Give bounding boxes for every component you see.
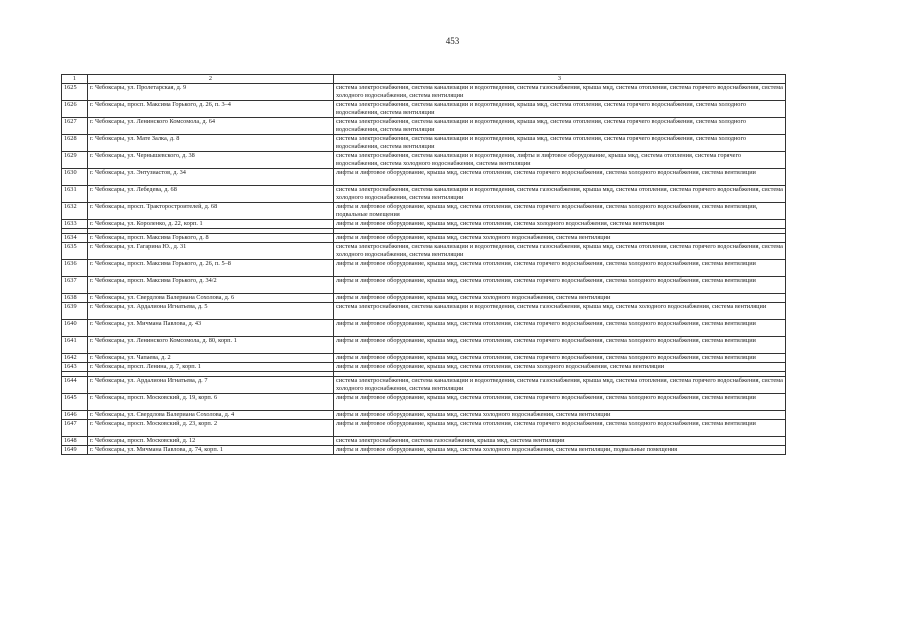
row-systems: система электроснабжения, система канализации и водоотведения, система газоснабжения, крыша мкд, система холодного водоснабжения, система вентиляции: [334, 303, 786, 320]
row-systems: система электроснабжения, система канализации и водоотведения, система газоснабжения, крыша мкд, система отопления, система горячего водоснабжения, система холодного водоснабжения, система вентиляции: [334, 84, 786, 101]
row-systems: лифты и лифтовое оборудование, крыша мкд, система отопления, система горячего водоснабжения, система холодного водоснабжения, система вентиляции: [334, 337, 786, 354]
row-systems: система электроснабжения, система канализации и водоотведения, крыша мкд, система отопления, система горячего водоснабжения, система холодного водоснабжения, система вентиляции: [334, 101, 786, 118]
row-systems: система электроснабжения, система канализации и водоотведения, крыша мкд, система отопления, система горячего водоснабжения, система холодного водоснабжения, система вентиляции: [334, 118, 786, 135]
table-row: [62, 186, 786, 203]
table-row: [62, 152, 786, 169]
table-row: [62, 294, 786, 303]
column-header-3: 3: [334, 75, 786, 84]
row-systems: система электроснабжения, система канализации и водоотведения, система газоснабжения, крыша мкд, система отопления, система горячего водоснабжения, система холодного водоснабжения, система вентиляции: [334, 186, 786, 203]
table-row: [62, 354, 786, 363]
row-systems: лифты и лифтовое оборудование, крыша мкд, система холодного водоснабжения, система вентиляции: [334, 294, 786, 303]
row-address: г. Чебоксары, просп. Максима Горького, д. 26, п. 5–8: [88, 260, 334, 277]
row-address: г. Чебоксары, просп. Максима Горького, д. 34/2: [88, 277, 334, 294]
table-row: [62, 411, 786, 420]
column-header-1: 1: [62, 75, 88, 84]
row-systems: лифты и лифтовое оборудование, крыша мкд, система холодного водоснабжения, система вентиляции: [334, 234, 786, 243]
row-number: 1645: [62, 394, 88, 411]
row-systems: система электроснабжения, система канализации и водоотведения, система газоснабжения, крыша мкд, система отопления, система горячего водоснабжения, система холодного водоснабжения, система вентиляции: [334, 377, 786, 394]
row-systems: лифты и лифтовое оборудование, крыша мкд, система холодного водоснабжения, система вентиляции, подвальные помещения: [334, 446, 786, 455]
column-header-2: 2: [88, 75, 334, 84]
row-number: 1631: [62, 186, 88, 203]
table-row: [62, 135, 786, 152]
row-number: 1639: [62, 303, 88, 320]
table-row: [62, 377, 786, 394]
row-number: 1638: [62, 294, 88, 303]
row-number: 1629: [62, 152, 88, 169]
row-address: г. Чебоксары, ул. Короленко, д. 22, корп. 1: [88, 220, 334, 229]
row-address: г. Чебоксары, ул. Мате Залка, д. 8: [88, 135, 334, 152]
row-systems: лифты и лифтовое оборудование, крыша мкд, система отопления, система горячего водоснабжения, система холодного водоснабжения, система вентиляции: [334, 394, 786, 411]
row-address: г. Чебоксары, просп. Максима Горького, д. 8: [88, 234, 334, 243]
row-address: г. Чебоксары, ул. Свердлова Валериана Сохолова, д. 4: [88, 411, 334, 420]
row-number: 1640: [62, 320, 88, 337]
row-number: 1644: [62, 377, 88, 394]
row-number: 1646: [62, 411, 88, 420]
table-row: [62, 84, 786, 101]
table-row: [62, 446, 786, 455]
row-systems: лифты и лифтовое оборудование, крыша мкд, система холодного водоснабжения, система вентиляции: [334, 411, 786, 420]
row-systems: лифты и лифтовое оборудование, крыша мкд, система отопления, система горячего водоснабжения, система холодного водоснабжения, система вентиляции: [334, 420, 786, 437]
row-number: 1649: [62, 446, 88, 455]
row-systems: система электроснабжения, система канализации и водоотведения, лифты и лифтовое оборудование, крыша мкд, система отопления, система горячего водоснабжения, система холодного водоснабжения, система вентиляции: [334, 152, 786, 169]
table-row: [62, 437, 786, 446]
row-systems: лифты и лифтовое оборудование, крыша мкд, система отопления, система холодного водоснабжения, система вентиляции: [334, 220, 786, 229]
row-systems: система электроснабжения, система канализации и водоотведения, система газоснабжения, крыша мкд, система отопления, система горячего водоснабжения, система холодного водоснабжения, система вентиляции: [334, 243, 786, 260]
row-systems: лифты и лифтовое оборудование, крыша мкд, система отопления, система горячего водоснабжения, система холодного водоснабжения, система вентиляции: [334, 354, 786, 363]
register-table: [61, 74, 786, 455]
table-row: [62, 277, 786, 294]
row-number: 1633: [62, 220, 88, 229]
table-row: [62, 169, 786, 186]
row-systems: лифты и лифтовое оборудование, крыша мкд, система отопления, система горячего водоснабжения, система холодного водоснабжения, система вентиляции: [334, 320, 786, 337]
row-number: 1647: [62, 420, 88, 437]
row-systems: лифты и лифтовое оборудование, крыша мкд, система отопления, система горячего водоснабжения, система холодного водоснабжения, система вентиляции: [334, 169, 786, 186]
row-address: г. Чебоксары, просп. Московский, д. 23, корп. 2: [88, 420, 334, 437]
row-address: г. Чебоксары, просп. Тракторостроителей, д. 68: [88, 203, 334, 220]
row-systems: лифты и лифтовое оборудование, крыша мкд, система отопления, система горячего водоснабжения, система холодного водоснабжения, система вентиляции: [334, 277, 786, 294]
row-address: г. Чебоксары, ул. Мичмана Павлова, д. 43: [88, 320, 334, 337]
row-address: г. Чебоксары, просп. Ленина, д. 7, корп. 1: [88, 363, 334, 372]
table-row: [62, 303, 786, 320]
table-row: [62, 420, 786, 437]
table-row: [62, 234, 786, 243]
row-address: г. Чебоксары, ул. Пролетарская, д. 9: [88, 84, 334, 101]
table-row: [62, 101, 786, 118]
row-address: г. Чебоксары, ул. Энтузиастов, д. 34: [88, 169, 334, 186]
row-number: 1626: [62, 101, 88, 118]
row-number: 1642: [62, 354, 88, 363]
table-row: [62, 203, 786, 220]
row-address: г. Чебоксары, ул. Чапаева, д. 2: [88, 354, 334, 363]
row-address: г. Чебоксары, ул. Мичмана Павлова, д. 74, корп. 1: [88, 446, 334, 455]
row-number: 1637: [62, 277, 88, 294]
row-address: г. Чебоксары, ул. Ардалиона Игнатьева, д. 5: [88, 303, 334, 320]
row-number: 1635: [62, 243, 88, 260]
row-address: г. Чебоксары, просп. Максима Горького, д. 26, п. 3–4: [88, 101, 334, 118]
row-number: 1632: [62, 203, 88, 220]
row-address: г. Чебоксары, ул. Ленинского Комсомола, д. 80, корп. 1: [88, 337, 334, 354]
row-systems: система электроснабжения, система канализации и водоотведения, крыша мкд, система отопления, система горячего водоснабжения, система холодного водоснабжения, система вентиляции: [334, 135, 786, 152]
header-row: [62, 75, 786, 84]
row-address: г. Чебоксары, ул. Лебедева, д. 68: [88, 186, 334, 203]
row-systems: лифты и лифтовое оборудование, крыша мкд, система отопления, система горячего водоснабжения, система холодного водоснабжения, система вентиляции: [334, 260, 786, 277]
table-row: [62, 260, 786, 277]
row-number: 1636: [62, 260, 88, 277]
table-row: [62, 337, 786, 354]
row-systems: лифты и лифтовое оборудование, крыша мкд, система отопления, система холодного водоснабжения, система вентиляции: [334, 363, 786, 372]
table-row: [62, 394, 786, 411]
row-number: 1648: [62, 437, 88, 446]
row-address: г. Чебоксары, ул. Гагарина Ю., д. 31: [88, 243, 334, 260]
row-address: г. Чебоксары, просп. Московский, д. 12: [88, 437, 334, 446]
table-row: [62, 243, 786, 260]
row-number: 1630: [62, 169, 88, 186]
row-number: 1627: [62, 118, 88, 135]
row-number: 1641: [62, 337, 88, 354]
table-row: [62, 363, 786, 372]
table-row: [62, 320, 786, 337]
row-address: г. Чебоксары, просп. Московский, д. 19, корп. 6: [88, 394, 334, 411]
row-number: 1625: [62, 84, 88, 101]
table-row: [62, 220, 786, 229]
row-address: г. Чебоксары, ул. Свердлова Валериана Сохолова, д. 6: [88, 294, 334, 303]
row-number: 1634: [62, 234, 88, 243]
row-address: г. Чебоксары, ул. Ардалиона Игнатьева, д. 7: [88, 377, 334, 394]
row-number: 1628: [62, 135, 88, 152]
row-systems: система электроснабжения, система газоснабжения, крыша мкд, система вентиляции: [334, 437, 786, 446]
row-number: 1643: [62, 363, 88, 372]
page-number: 453: [445, 36, 460, 46]
row-address: г. Чебоксары, ул. Чернышевского, д. 38: [88, 152, 334, 169]
row-systems: лифты и лифтовое оборудование, крыша мкд, система отопления, система горячего водоснабжения, система холодного водоснабжения, система вентиляции, подвальные помещения: [334, 203, 786, 220]
row-address: г. Чебоксары, ул. Ленинского Комсомола, д. 64: [88, 118, 334, 135]
table-row: [62, 118, 786, 135]
